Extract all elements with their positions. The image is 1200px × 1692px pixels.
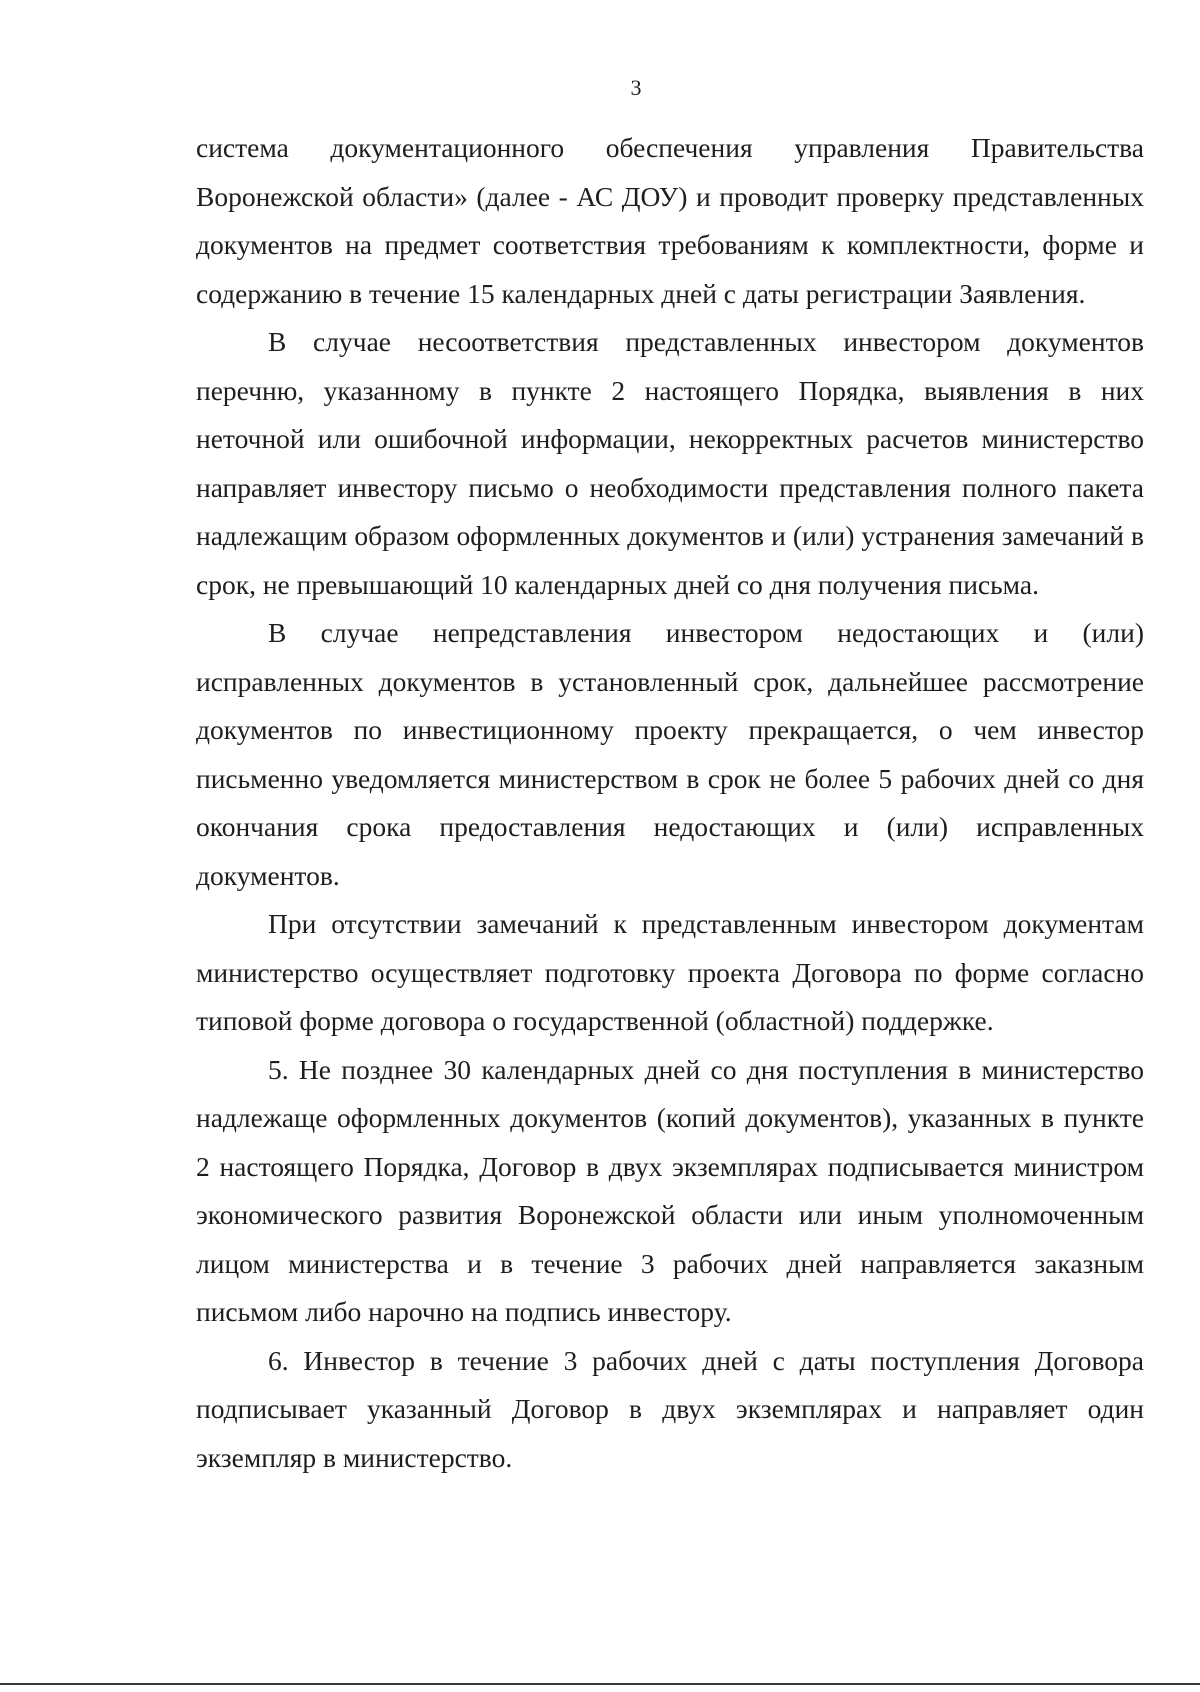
paragraph-continuation: система документационного обеспечения управления Правительства Воронежской области» (далее - АС ДОУ) и проводит проверку представленных документов на предмет соответствия требованиям к комплектности, форме и содержанию в течение 15 календарных дней с даты регистрации Заявления. [196, 132, 1144, 309]
paragraph-nonconformity: В случае несоответствия представленных инвестором документов перечню, указанному в пункте 2 настоящего Порядка, выявления в них неточной или ошибочной информации, некорректных расчетов министерство направляет инвестору письмо о необходимости представления полного пакета надлежащим образом оформленных документов и (или) устранения замечаний в срок, не превышающий 10 календарных дней со дня получения письма. [196, 326, 1144, 600]
paragraph-item-5: 5. Не позднее 30 календарных дней со дня поступления в министерство надлежаще оформленных документов (копий документов), указанных в пункте 2 настоящего Порядка, Договор в двух экземплярах подписывается министром экономического развития Воронежской области или иным уполномоченным лицом министерства и в течение 3 рабочих дней направляется заказным письмом либо нарочно на подпись инвестору. [196, 1053, 1144, 1327]
paragraph-nonsubmission: В случае непредставления инвестором недостающих и (или) исправленных документов в установленный срок, дальнейшее рассмотрение документов по инвестиционному проекту прекращается, о чем инвестор письменно уведомляется министерством в срок не более 5 рабочих дней со дня окончания срока предоставления недостающих и (или) исправленных документов. [196, 617, 1144, 891]
document-body [196, 124, 1144, 1482]
page-number: 3 [630, 75, 642, 100]
paragraph-item-6: 6. Инвестор в течение 3 рабочих дней с даты поступления Договора подписывает указанный Договор в двух экземплярах и направляет один экземпляр в министерство. [196, 1344, 1144, 1473]
bottom-rule [0, 1683, 1200, 1685]
paragraph-no-remarks: При отсутствии замечаний к представленным инвестором документам министерство осуществляет подготовку проекта Договора по форме согласно типовой форме договора о государственной (областной) поддержке. [196, 908, 1144, 1036]
